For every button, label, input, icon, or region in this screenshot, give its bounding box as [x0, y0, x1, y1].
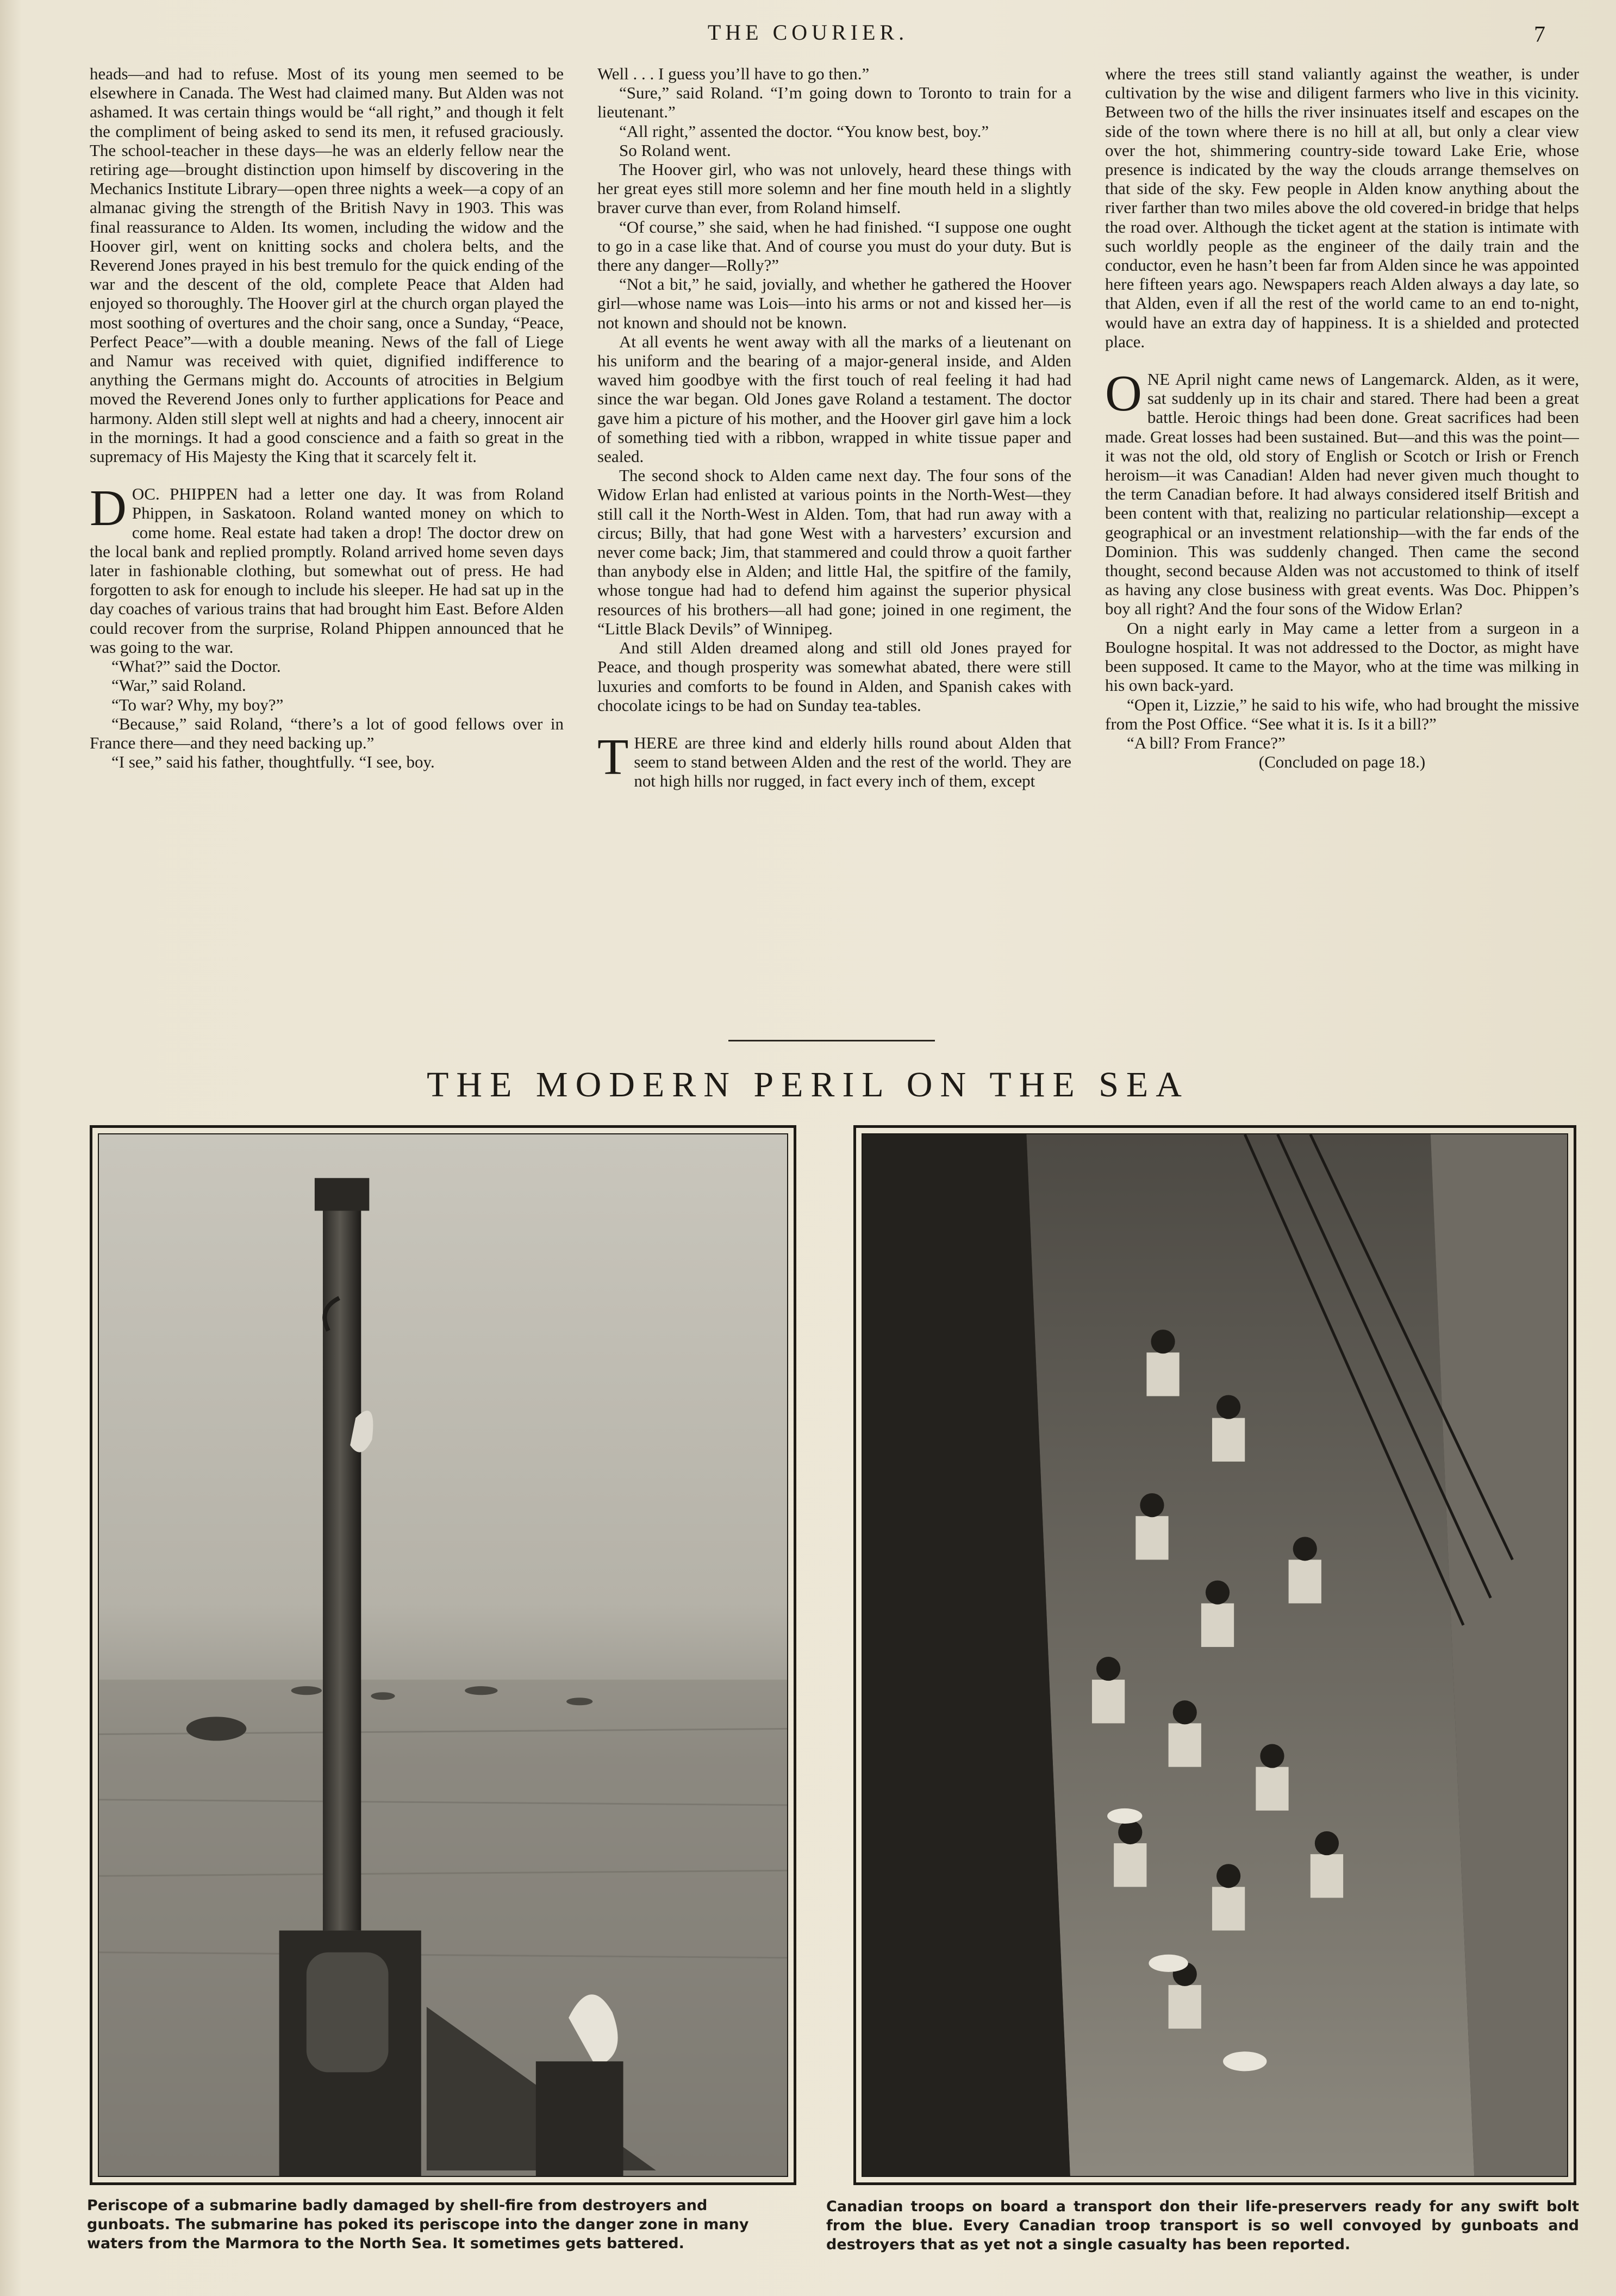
paragraph: heads—and had to refuse. Most of its young men seemed to be elsewhere in Canada. The West had claimed many. But Alden was not ashamed. It was certain things would be “all right,” and though it felt the compliment of being asked to send its men, it refused graciously. The school-teacher in these days—he was an elderly fellow near the retiring age—brought distinction upon himself by discovering in the Mechanics Institute Library—open three nights a week—a copy of an almanac giving the strength of the British Navy in 1903. This was final reassurance to Alden. Its women, including the widow and the Hoover girl, went on knitting socks and cholera belts, and the Reverend Jones prayed in his best tremulo for the quick ending of the war and the descent of the old, complete Peace that Alden had enjoyed so thoroughly. The Hoover girl at the church organ played the most soothing of overtures and the choir sang, once a Sunday, “Peace, Perfect Peace”—with a double meaning. News of the fall of Liege and Namur was received with quiet, dignified indifference to anything the Germans might do. Accounts of atrocities in Belgium moved the Reverend Jones only to further applications for Peace and harmony. Alden still slept well at nights and had a cheery, innocent air in the mornings. It had a good conscience and a faith so great in the supremacy of His Majesty the King that it scarcely felt it.: [90, 64, 564, 466]
photo-troops: [862, 1133, 1568, 2177]
paragraph: On a night early in May came a letter from a surgeon in a Boulogne hospital. It was not addressed to the Doctor, as might have been supposed. It came to the Mayor, who at the time was milking in his own back-yard.: [1105, 618, 1579, 695]
paragraph-text: OC. PHIPPEN had a letter one day. It was from Roland Phippen, in Saskatoon. Roland wanted money on which to come home. Real estate had taken a drop! The doctor drew on the local bank and replied promptly. Roland arrived home seven days later in fashionable clothing, but somewhat out of press. He had forgotten to ask for enough to include his sleeper. He had sat up in the day coaches of various trains that had brought him East. Before Alden could recover from the surprise, Roland Phippen announced that he was going to the war.: [90, 484, 564, 657]
article-columns: [90, 64, 1579, 1021]
photo-frame-periscope: [90, 1125, 796, 2185]
paragraph: And still Alden dreamed along and still old Jones prayed for Peace, and though prosperity was somewhat abated, there were still luxuries and comforts to be found in Alden, and Spanish cakes with chocolate icings to be had on Sunday tea-tables.: [597, 638, 1071, 715]
photo-frame-troops: [853, 1125, 1576, 2185]
periscope-illustration: [99, 1134, 787, 2176]
paragraph: So Roland went.: [619, 140, 731, 160]
paragraph: At all events he went away with all the marks of a lieutenant on his uniform and the bearing of a major-general inside, and Alden waved him goodbye with the first touch of real feeling it had had since the war began. Old Jones gave Roland a testament. The doctor gave him a picture of his mother, and the Hoover girl gave him a lock of something tied with a ribbon, wrapped in white tissue paper and sealed.: [597, 332, 1071, 466]
paragraph: where the trees still stand valiantly against the weather, is under cultivation by the wise and diligent farmers who live in this vicinity. Between two of the hills the river insinuates itself and escapes on the side of the town where there is no hill at all, but only a clear view over the hot, shimmering country-side toward Lake Erie, whose presence is indicated by the way the clouds arrange themselves on that side of the sky. Few people in Alden know anything about the river farther than two miles above the old covered-in bridge that helps the road over. Although the ticket agent at the station is intimate with such worldly people as the engineer of the daily train and the conductor, even he hasn’t been far from Alden since he was appointed here fifteen years ago. Newspapers reach Alden always a day late, so that Alden, even if all the rest of the world came to an end to-night, would have an extra day of happiness. It is a shielded and protected place.: [1105, 64, 1579, 351]
drop-cap: O: [1105, 365, 1142, 422]
section-divider: [728, 1040, 935, 1041]
paragraph: “Sure,” said Roland. “I’m going down to Toronto to train for a lieutenant.”: [597, 83, 1071, 122]
feature-title: THE MODERN PERIL ON THE SEA: [427, 1065, 1189, 1105]
page-number: 7: [1534, 22, 1545, 47]
drop-cap: T: [597, 728, 629, 785]
drop-cap: D: [90, 480, 127, 537]
caption-periscope: Periscope of a submarine badly damaged by shell-fire from destroyers and gunboats. The submarine has poked its periscope into the danger zone in many waters from the Marmora to the North Sea. It sometimes gets battered.: [87, 2197, 749, 2252]
paragraph: Well . . . I guess you’ll have to go then.”: [597, 64, 870, 83]
caption-troops: Canadian troops on board a transport don their life-preservers ready for any swift bolt from the blue. Every Canadian troop transport is so well convoyed by gunboats and destroyers that as yet not a single casualty has been reported.: [826, 2198, 1579, 2253]
paragraph: “Because,” said Roland, “there’s a lot of good fellows over in France there—and they need backing up.”: [90, 714, 564, 752]
section-paragraph: [90, 480, 564, 657]
paragraph: The second shock to Alden came next day. The four sons of the Widow Erlan had enlisted at various points in the North-West—they still call it the North-West in Alden. Tom, that had run away with a circus; Billy, that had gone West with a harvesters’ excursion and never come back; Jim, that stammered and could throw a quoit farther than anybody else in Alden; and little Hal, the spitfire of the family, whose tongue had had to defend him against the superior physical resources of his brothers—all had gone; joined in one regiment, the “Little Black Devils” of Winnipeg.: [597, 466, 1071, 638]
running-head: THE COURIER.: [707, 20, 909, 45]
column-left: [90, 64, 564, 1021]
paragraph: The Hoover girl, who was not unlovely, heard these things with her great eyes still more solemn and her fine mouth held in a slightly braver curve than ever, from Roland himself.: [597, 160, 1071, 217]
paragraph: “Not a bit,” he said, jovially, and whether he gathered the Hoover girl—whose name was Lois—into his arms or not and kissed her—is not known and should not be known.: [597, 274, 1071, 332]
column-middle: [597, 64, 1071, 1021]
paragraph: “What?” said the Doctor.: [111, 657, 281, 676]
section-paragraph: [1105, 365, 1579, 619]
paragraph: “To war? Why, my boy?”: [111, 695, 284, 714]
section-paragraph: [597, 728, 1071, 791]
paragraph-text: NE April night came news of Langemarck. Alden, as it were, sat suddenly up in its chair and stared. There had been a great battle. Heroic things had been done. Great sacrifices had been made. Great losses had been sustained. But—and this was the point—it was not the old, old story of English or Scotch or Irish or French heroism—it was Canadian! Alden had never given much thought to the term Canadian before. It had always considered itself British and been content with that, realizing no particular relationship—except a geographical or an investment relationship—with the far ends of the Dominion. This was suddenly changed. Then came the second thought, second because Alden was not accustomed to think of itself as having any close business with great events. Was Doc. Phippen’s boy all right? And the four sons of the Widow Erlan?: [1105, 370, 1579, 619]
photo-periscope: [98, 1133, 788, 2177]
paragraph: “Of course,” she said, when he had finished. “I suppose one ought to go in a case like that. And of course you must do your duty. But is there any danger—Rolly?”: [597, 217, 1071, 275]
paragraph: “War,” said Roland.: [111, 676, 246, 695]
troops-illustration: [863, 1134, 1567, 2176]
paragraph: “A bill? From France?”: [1127, 733, 1286, 752]
paragraph-text: HERE are three kind and elderly hills round about Alden that seem to stand between Alden and the rest of the world. They are not high hills nor rugged, in fact every inch of them, except: [634, 733, 1071, 791]
paragraph: “Open it, Lizzie,” he said to his wife, who had brought the missive from the Post Office. “See what it is. Is it a bill?”: [1105, 695, 1579, 733]
paragraph: “All right,” assented the doctor. “You know best, boy.”: [619, 121, 989, 141]
continuation-note: (Concluded on page 18.): [1258, 752, 1426, 772]
paragraph: “I see,” said his father, thoughtfully. “I see, boy.: [111, 752, 435, 772]
column-right: [1105, 64, 1579, 1021]
